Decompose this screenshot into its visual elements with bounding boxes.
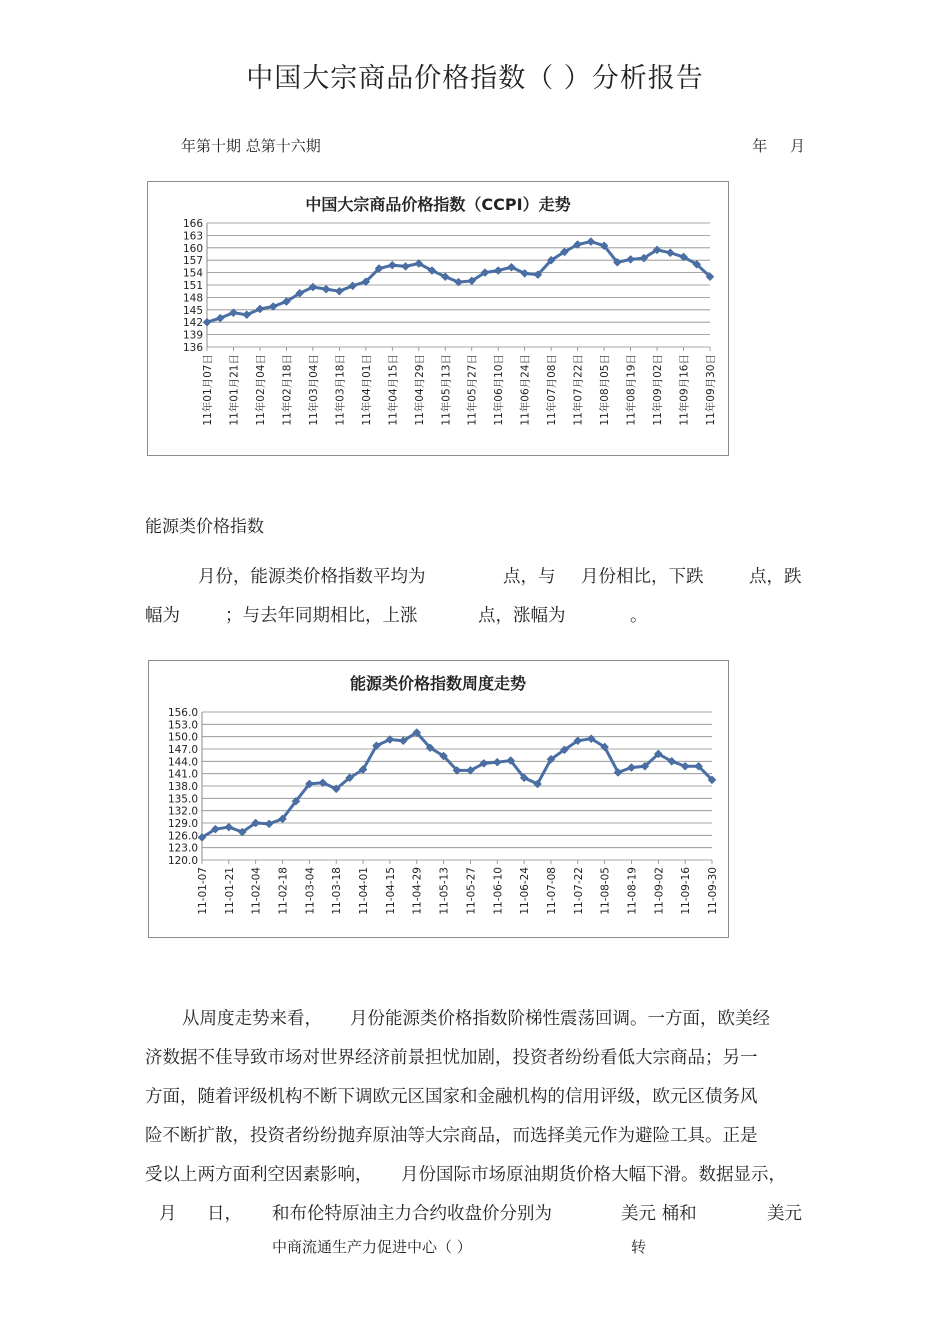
data-point xyxy=(265,820,273,828)
analysis-line6b: 日， xyxy=(207,1204,242,1224)
x-tick-label: 11-06-24 xyxy=(519,867,532,915)
x-tick-label: 11-04-15 xyxy=(384,867,397,915)
summary-text-3: 月份相比，下跌 xyxy=(581,567,704,587)
issue-date: 年 月 xyxy=(752,137,805,155)
x-tick-label: 11年04月29日 xyxy=(413,354,426,426)
x-tick-label: 11-03-04 xyxy=(304,867,317,915)
x-tick-label: 11-03-18 xyxy=(331,867,344,915)
data-point xyxy=(494,267,502,275)
energy-chart-title: 能源类价格指数周度走势 xyxy=(349,674,527,693)
x-tick-label: 11-04-29 xyxy=(411,867,424,915)
y-tick-label: 163 xyxy=(182,230,203,243)
y-tick-label: 126.0 xyxy=(167,830,198,843)
analysis-paragraph xyxy=(145,1005,807,1235)
analysis-line6c: 和布伦特原油主力合约收盘价分别为 xyxy=(272,1204,552,1224)
data-point xyxy=(493,758,501,766)
x-tick-label: 11-09-16 xyxy=(680,867,693,915)
y-tick-label: 136 xyxy=(182,342,203,354)
x-tick-label: 11年03月04日 xyxy=(307,354,320,426)
x-tick-label: 11-08-05 xyxy=(599,867,612,915)
ccpi-chart-title: 中国大宗商品价格指数（CCPI）走势 xyxy=(305,195,571,214)
x-tick-label: 11-02-04 xyxy=(250,867,263,915)
data-point xyxy=(402,262,410,270)
x-tick-label: 11年09月16日 xyxy=(678,354,691,426)
section-heading-energy: 能源类价格指数 xyxy=(145,517,264,537)
energy-chart xyxy=(148,660,729,938)
x-tick-label: 11年09月30日 xyxy=(705,354,717,426)
y-tick-label: 166 xyxy=(182,218,203,230)
x-tick-label: 11年07月08日 xyxy=(546,354,559,426)
ccpi-chart xyxy=(147,181,729,456)
y-tick-label: 135.0 xyxy=(167,793,198,806)
y-tick-label: 160 xyxy=(182,242,203,255)
y-tick-label: 153.0 xyxy=(167,719,198,732)
series-line xyxy=(202,733,712,838)
y-tick-label: 139 xyxy=(182,329,203,342)
x-tick-label: 11-07-08 xyxy=(545,867,558,915)
energy-chart-svg xyxy=(149,661,728,937)
issue-number: 年第十期 总第十六期 xyxy=(181,137,321,155)
x-tick-label: 11-02-18 xyxy=(277,867,290,915)
analysis-line6e: 美元 xyxy=(767,1204,802,1224)
y-tick-label: 141.0 xyxy=(167,768,198,781)
summary-text-6: ；与去年同期相比，上涨 xyxy=(225,606,418,626)
x-tick-label: 11年06月24日 xyxy=(519,354,532,426)
summary-text-2: 点，与 xyxy=(503,567,556,587)
data-point xyxy=(587,238,595,246)
x-tick-label: 11-09-30 xyxy=(707,867,719,915)
x-tick-label: 11年08月05日 xyxy=(599,354,612,426)
analysis-line3: 方面，随着评级机构不断下调欧元区国家和金融机构的信用评级，欧元区债务风 xyxy=(145,1087,758,1107)
ccpi-chart-svg xyxy=(148,182,728,455)
x-tick-label: 11年04月15日 xyxy=(387,354,400,426)
analysis-line4: 险不断扩散，投资者纷纷抛弃原油等大宗商品，而选择美元作为避险工具。正是 xyxy=(145,1126,758,1146)
x-tick-label: 11-09-02 xyxy=(653,867,666,915)
y-tick-label: 148 xyxy=(182,292,203,305)
data-point xyxy=(666,249,674,257)
x-tick-label: 11-01-21 xyxy=(223,867,236,915)
y-tick-label: 138.0 xyxy=(167,781,198,793)
x-tick-label: 11年02月04日 xyxy=(254,354,267,426)
y-tick-label: 120.0 xyxy=(167,855,198,867)
x-tick-label: 11-05-13 xyxy=(438,867,451,915)
analysis-line5b: 月份国际市场原油期货价格大幅下滑。数据显示， xyxy=(401,1165,786,1185)
y-tick-label: 142 xyxy=(182,317,203,330)
summary-text-8: 。 xyxy=(630,606,648,626)
y-tick-label: 144.0 xyxy=(167,756,198,769)
x-tick-label: 11-07-22 xyxy=(572,867,585,915)
y-tick-label: 150.0 xyxy=(167,731,198,744)
analysis-line2: 济数据不佳导致市场对世界经济前景担忧加剧，投资者纷纷看低大宗商品；另一 xyxy=(145,1048,758,1068)
y-tick-label: 157 xyxy=(182,255,203,268)
data-point xyxy=(627,255,635,263)
x-tick-label: 11-05-27 xyxy=(465,867,478,915)
x-tick-label: 11年08月19日 xyxy=(625,354,638,426)
summary-text-5: 幅为 xyxy=(145,606,180,626)
analysis-line5a: 受以上两方面利空因素影响， xyxy=(145,1165,373,1185)
summary-text-4: 点，跌 xyxy=(749,567,802,587)
y-tick-label: 151 xyxy=(182,280,203,292)
data-point xyxy=(216,314,224,322)
analysis-line6d: 美元 桶和 xyxy=(621,1204,697,1224)
x-tick-label: 11年06月10日 xyxy=(493,354,506,426)
data-point xyxy=(681,762,689,770)
analysis-line6a: 月 xyxy=(159,1204,177,1224)
x-tick-label: 11-08-19 xyxy=(626,867,639,915)
x-tick-label: 11年02月18日 xyxy=(281,354,294,426)
y-tick-label: 123.0 xyxy=(167,842,198,855)
y-tick-label: 145 xyxy=(182,304,203,317)
x-tick-label: 11年05月27日 xyxy=(466,354,479,426)
x-tick-label: 11年01月21日 xyxy=(228,354,241,426)
y-tick-label: 132.0 xyxy=(167,805,198,818)
data-point xyxy=(388,261,396,269)
x-tick-label: 11-06-10 xyxy=(492,867,505,915)
data-point xyxy=(269,302,277,310)
x-tick-label: 11-04-01 xyxy=(358,867,371,915)
footer-source: 中商流通生产力促进中心（ ） xyxy=(272,1238,472,1256)
x-tick-label: 11年03月18日 xyxy=(334,354,347,426)
data-point xyxy=(203,318,211,326)
y-tick-label: 154 xyxy=(182,267,203,280)
y-tick-label: 156.0 xyxy=(167,707,198,719)
x-tick-label: 11年01月07日 xyxy=(202,354,214,426)
x-tick-label: 11年05月13日 xyxy=(440,354,453,426)
x-tick-label: 11年09月02日 xyxy=(652,354,665,426)
data-point xyxy=(349,282,357,290)
data-point xyxy=(335,287,343,295)
summary-text-7: 点，涨幅为 xyxy=(478,606,566,626)
analysis-line1a: 从周度走势来看， xyxy=(182,1009,322,1029)
y-tick-label: 147.0 xyxy=(167,744,198,756)
footer-turn: 转 xyxy=(631,1238,647,1256)
summary-text-1: 月份，能源类价格指数平均为 xyxy=(198,567,426,587)
analysis-line1b: 月份能源类价格指数阶梯性震荡回调。一方面，欧美经 xyxy=(350,1009,770,1029)
y-tick-label: 129.0 xyxy=(167,818,198,830)
page-title: 中国大宗商品价格指数（ ）分析报告 xyxy=(246,63,704,94)
data-point xyxy=(322,285,330,293)
x-tick-label: 11-01-07 xyxy=(197,867,209,915)
x-tick-label: 11年04月01日 xyxy=(360,354,373,426)
data-point xyxy=(225,823,233,831)
data-point xyxy=(627,764,635,772)
x-tick-label: 11年07月22日 xyxy=(572,354,585,426)
